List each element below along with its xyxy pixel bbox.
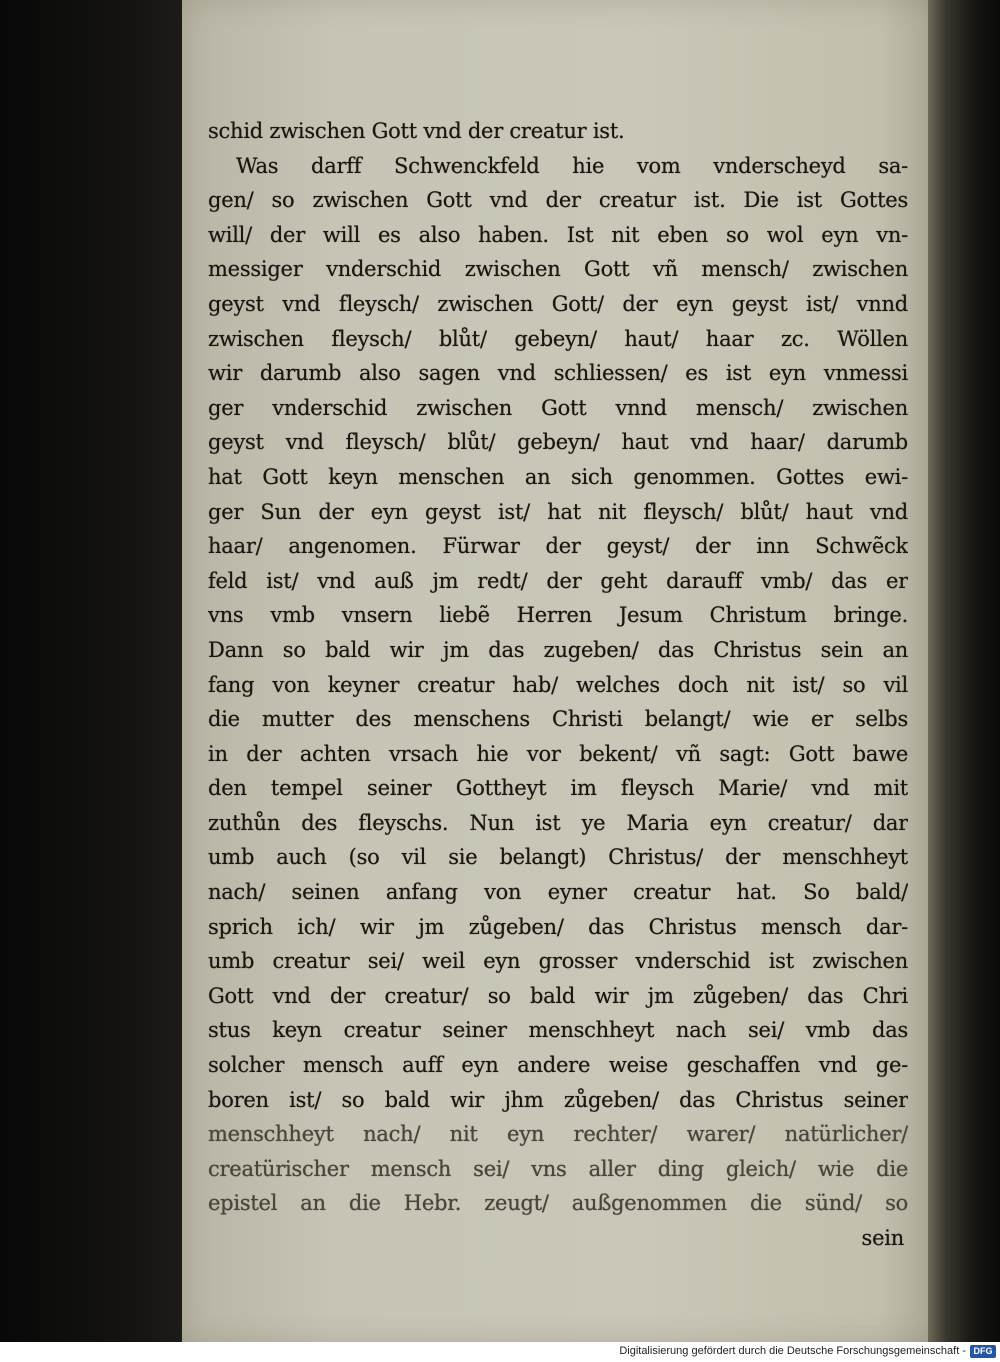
text-line: feld ist/ vnd auß jm redt/ der geht darauff vmb/ das er <box>208 568 908 593</box>
text-line: vns vmb vnsern liebẽ Herren Jesum Christum bringe. <box>208 603 908 628</box>
funding-note: Digitalisierung gefördert durch die Deutsche Forschungsgemeinschaft - <box>619 1345 966 1357</box>
text-line: wir darumb also sagen vnd schliessen/ es ist eyn vnmessi <box>208 361 908 386</box>
text-line: geyst vnd fleysch/ blůt/ gebeyn/ haut vnd haar/ darumb <box>208 430 908 455</box>
text-line: schid zwischen Gott vnd der creatur ist. <box>208 119 625 143</box>
page-text <box>208 114 908 1256</box>
dfg-logo: DFG <box>970 1345 996 1358</box>
text-line: fang von keyner creatur hab/ welches doch nit ist/ so vil <box>208 672 908 697</box>
text-line: Gott vnd der creatur/ so bald wir jm zůgeben/ das Chri <box>208 983 908 1008</box>
text-line: creatürischer mensch sei/ vns aller ding gleich/ wie die <box>208 1156 908 1181</box>
text-line: will/ der will es also haben. Ist nit eben so wol eyn vn- <box>208 222 908 247</box>
text-line: menschheyt nach/ nit eyn rechter/ warer/ natürlicher/ <box>208 1122 908 1147</box>
text-line: epistel an die Hebr. zeugt/ außgenommen die sünd/ so <box>208 1191 908 1216</box>
text-line: sprich ich/ wir jm zůgeben/ das Christus mensch dar- <box>208 914 908 939</box>
text-line: ger Sun der eyn geyst ist/ hat nit fleysch/ blůt/ haut vnd <box>208 499 908 524</box>
text-line: nach/ seinen anfang von eyner creatur hat. So bald/ <box>208 880 908 905</box>
text-line: umb auch (so vil sie belangt) Christus/ der menschheyt <box>208 845 908 870</box>
text-line: zwischen fleysch/ blůt/ gebeyn/ haut/ haar zc. Wöllen <box>208 326 908 351</box>
catchword: sein <box>861 1226 904 1250</box>
text-line: den tempel seiner Gottheyt im fleysch Marie/ vnd mit <box>208 776 908 801</box>
funding-footer <box>0 1342 1000 1362</box>
text-line: in der achten vrsach hie vor bekent/ vñ sagt: Gott bawe <box>208 741 908 766</box>
text-line: boren ist/ so bald wir jhm zůgeben/ das Christus seiner <box>208 1087 908 1112</box>
text-line: zuthůn des fleyschs. Nun ist ye Maria eyn creatur/ dar <box>208 810 908 835</box>
book-spine-shadow <box>928 0 1000 1342</box>
text-line: messiger vnderschid zwischen Gott vñ mensch/ zwischen <box>208 257 908 282</box>
text-line: hat Gott keyn menschen an sich genommen. Gottes ewi- <box>208 464 908 489</box>
text-line: die mutter des menschens Christi belangt/ wie er selbs <box>208 707 908 732</box>
text-line: umb creatur sei/ weil eyn grosser vnderschid ist zwischen <box>208 949 908 974</box>
text-line: gen/ so zwischen Gott vnd der creatur ist. Die ist Gottes <box>208 188 908 213</box>
text-line: solcher mensch auff eyn andere weise geschaffen vnd ge- <box>208 1053 908 1078</box>
text-line: ger vnderschid zwischen Gott vnnd mensch/ zwischen <box>208 395 908 420</box>
text-line: geyst vnd fleysch/ zwischen Gott/ der eyn geyst ist/ vnnd <box>208 291 908 316</box>
text-line: Dann so bald wir jm das zugeben/ das Christus sein an <box>208 637 908 662</box>
scan-background-left <box>0 0 182 1342</box>
text-line: Was darff Schwenckfeld hie vom vnderscheyd sa- <box>236 153 908 178</box>
text-line: stus keyn creatur seiner menschheyt nach sei/ vmb das <box>208 1018 908 1043</box>
text-line: haar/ angenomen. Fürwar der geyst/ der inn Schwẽck <box>208 534 908 559</box>
